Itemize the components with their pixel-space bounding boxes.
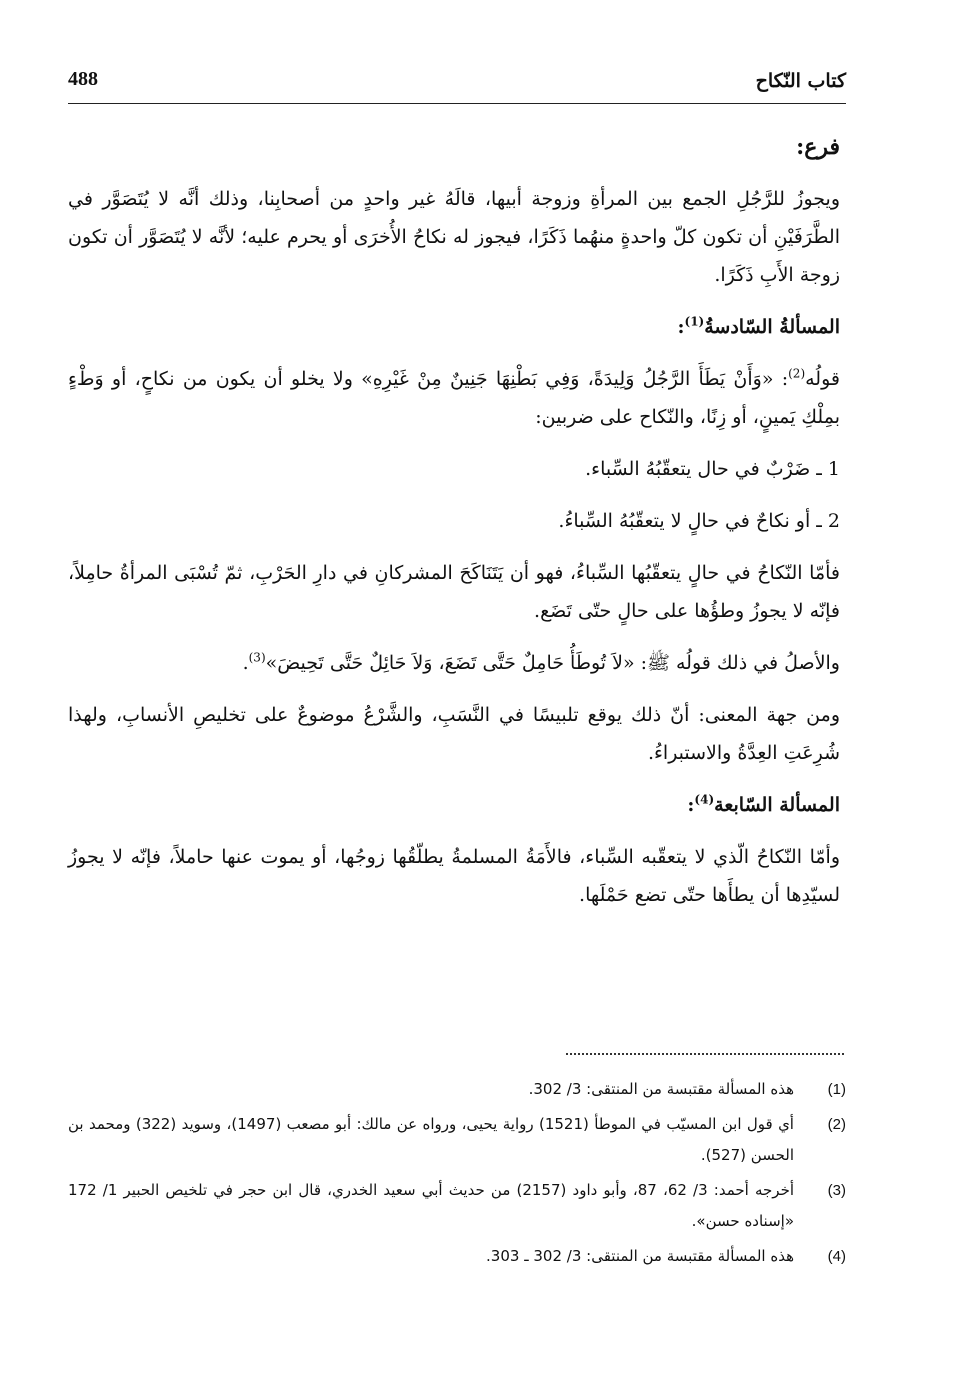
paragraph-4 — [68, 644, 840, 682]
paragraph-2-lead: قولُه — [805, 368, 840, 390]
paragraph-4-end: . — [242, 652, 249, 674]
footnote-number: (1) — [827, 1081, 846, 1098]
footnote-ref-3[interactable]: (3) — [248, 650, 266, 665]
masala-7-colon: : — [687, 794, 695, 816]
chapter-title: كتاب النّكاح — [755, 70, 846, 92]
running-header — [68, 68, 846, 102]
page-number: 488 — [68, 68, 98, 90]
masala-7-heading — [68, 786, 840, 824]
footnote-number: (3) — [827, 1182, 846, 1199]
section-heading-far: فرع: — [796, 134, 840, 160]
paragraph-6: وأمّا النّكاحُ الّذي لا يتعقّبه السِّباء، فالأَمَةُ المسلمةُ يطلّقُها زوجُها، أو يموت عنها حاملاً، فإنّه لا يجوزُ لسيّدِها أن يطأَها حتّى تضع حَمْلَها. — [68, 846, 840, 906]
paragraph-5: ومن جهة المعنى: أنّ ذلك يوقع تلبيسًا في النَّسَبِ، والشَّرْعُ موضوعٌ على تخليصِ الأنسابِ، ولهذا شُرِعَتِ العِدَّةُ والاستبراءُ. — [68, 704, 840, 764]
footnote-text: هذه المسألة مقتبسة من المنتقى: 3/ 302. — [528, 1080, 794, 1098]
footnote-3 — [68, 1175, 846, 1237]
footnote-1 — [68, 1074, 846, 1105]
header-divider — [68, 103, 846, 104]
masala-6-heading — [68, 308, 840, 346]
paragraph-4-text: والأصلُ في ذلك قولُه ﷺ: «لاَ تُوطَأُ حَامِلٌ حَتَّى تَضَعَ، وَلاَ حَائِلٌ حَتَّى تَحِيضَ» — [265, 652, 840, 674]
list-item-2: 2 ـ أو نكاحٌ في حالٍ لا يتعقّبُهُ السِّباءُ. — [558, 510, 840, 532]
masala-7-title: المسألة السّابعة — [714, 794, 840, 816]
footnote-number: (2) — [827, 1116, 846, 1133]
footnote-text: هذه المسألة مقتبسة من المنتقى: 3/ 302 ـ 303. — [486, 1247, 794, 1265]
footnotes — [68, 1074, 846, 1276]
footnote-text: أخرجه أحمد: 3/ 62، 87، وأبو داود (2157) من حديث أبي سعيد الخدري، قال ابن حجر في تلخيص الحبير 1/ 172 «إسناده حسن». — [68, 1181, 795, 1230]
list-item-1: 1 ـ ضَرْبٌ في حال يتعقّبُهُ السِّباء. — [585, 458, 840, 480]
footnote-divider — [566, 1053, 844, 1055]
footnote-ref-1[interactable]: (1) — [684, 314, 705, 329]
main-text — [68, 128, 840, 928]
footnote-ref-2[interactable]: (2) — [788, 366, 806, 381]
paragraph-2 — [68, 360, 840, 436]
footnote-text: أي قول ابن المسيّب في الموطأ (1521) رواية يحيى، ورواه عن مالك: أبو مصعب (1497)، وسويد (322) ومحمد بن الحسن (527). — [68, 1115, 794, 1164]
masala-6-title: المسألةُ السّادسةُ — [704, 316, 840, 338]
footnote-2 — [68, 1109, 846, 1171]
footnote-number: (4) — [827, 1248, 846, 1265]
footnote-4 — [68, 1241, 846, 1272]
paragraph-3: فأمّا النّكاحُ في حالٍ يتعقّبُها السِّباءُ، فهو أن يَتَنَاكَحَ المشركانِ في دارِ الحَرْبِ، ثمّ تُسْبَى المرأةُ حامِلاً، فإنّه لا يجوزُ وطؤُها على حالٍ حتّى تَضَع. — [68, 562, 840, 622]
footnote-ref-4[interactable]: (4) — [694, 792, 715, 807]
paragraph-1: ويجوزُ للرَّجُلِ الجمع بين المرأةِ وزوجة أبيها، قالَهُ غير واحدٍ من أصحابِنا، وذلك أنَّه لا يُتَصَوَّر في الطَّرَفَيْنِ أن تكون كلّ واحدةٍ منهُما ذَكَرًا، فيجوز له نكاحُ الأُخرَى أو يحرم عليه؛ لأنَّه لا يُتَصَوَّر أن تكون زوجة الأَبِ ذَكَرًا. — [68, 188, 840, 286]
paragraph-2-text: : «وَأَنْ يَطَأَ الرَّجُلُ وَلِيدَةً، وَفِي بَطْنِهَا جَنِينٌ مِنْ غَيْرِهِ» ولا يخلو أن يكون من نكاحٍ، أو وَطْءٍ بمِلْكِ يَمينٍ، أو زِنًا، والنّكاح على ضربين: — [68, 368, 840, 428]
masala-6-colon: : — [677, 316, 685, 338]
